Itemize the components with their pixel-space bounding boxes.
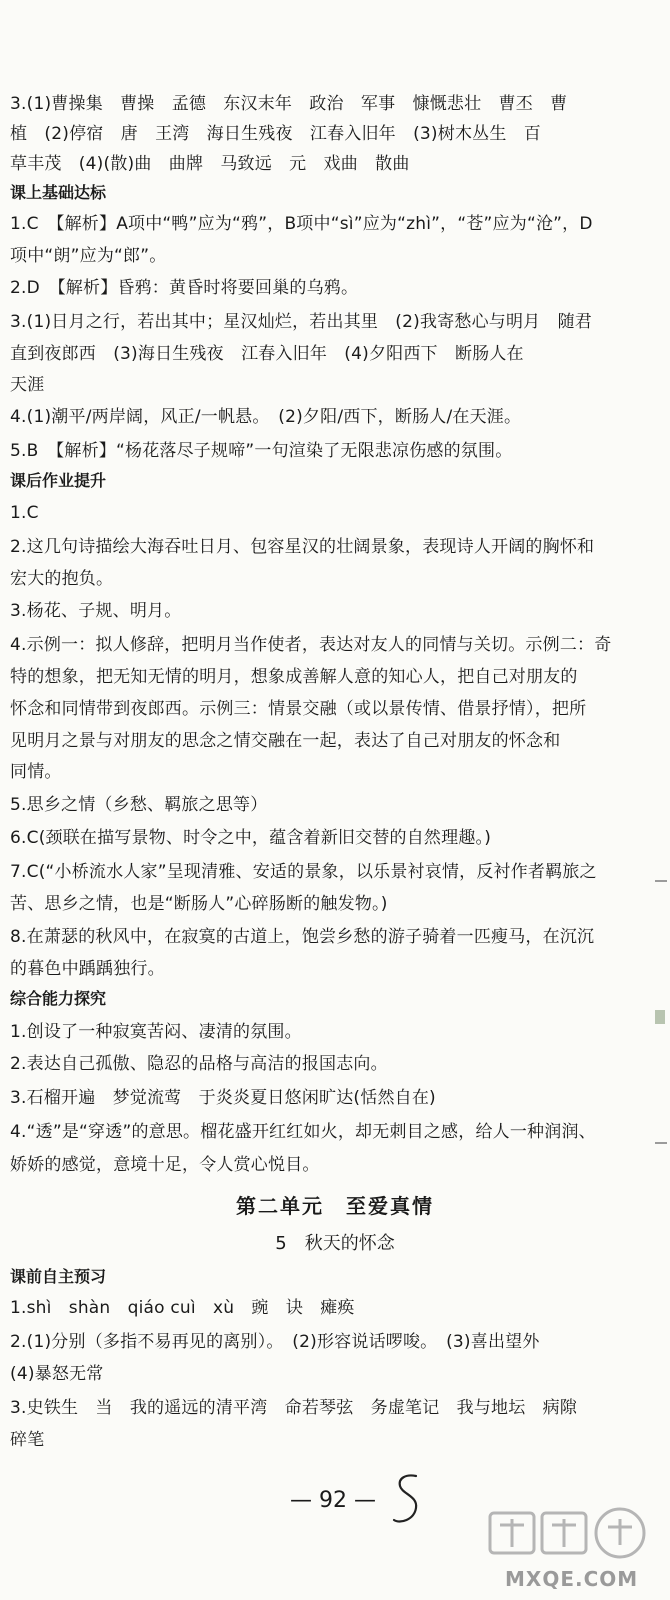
answer-line: 项中“朗”应为“郎”。 [10,246,167,266]
lesson-title: 5 秋天的怀念 [275,1233,395,1254]
edge-mark [655,1142,667,1144]
answer-line: 特的想象，把无知无情的明月，想象成善解人意的知心人，把自己对朋友的 [10,667,578,687]
answer-line: 直到夜郎西 (3)海日生残夜 江春入旧年 (4)夕阳西下 断肠人在 [10,344,524,364]
answer-line: 3.(1)曹操集 曹操 孟德 东汉末年 政治 军事 慷慨悲壮 曹丕 曹 [10,94,568,114]
section-heading-comprehensive: 综合能力探究 [10,989,107,1008]
answer-line: (4)暴怒无常 [10,1364,104,1384]
answer-line: 2.D 【解析】昏鸦：黄昏时将要回巢的乌鸦。 [10,278,359,298]
answer-line: 3.杨花、子规、明月。 [10,601,182,621]
section-heading-after-class: 课后作业提升 [10,471,107,490]
answer-line: 天涯 [10,375,45,395]
handwritten-mark-icon [388,1470,428,1530]
answer-line: 植 (2)停宿 唐 王湾 海日生残夜 江春入旧年 (3)树木丛生 百 [10,124,541,144]
answer-line: 2.表达自己孤傲、隐忍的品格与高洁的报国志向。 [10,1054,388,1074]
answer-line: 4.(1)潮平/两岸阔，风正/一帆悬。 (2)夕阳/西下，断肠人/在天涯。 [10,407,522,427]
answer-line: 见明月之景与对朋友的思念之情交融在一起，表达了自己对朋友的怀念和 [10,731,561,751]
watermark-text: MXQE.COM [505,1567,639,1591]
answer-line: 1.shì shàn qiáo cuì xù 豌 诀 瘫痪 [10,1298,355,1318]
answer-line: 宏大的抱负。 [10,569,114,589]
answer-line: 1.C 【解析】A项中“鸭”应为“鸦”，B项中“sì”应为“zhì”，“苍”应为“沧”，D [10,214,593,234]
answer-line: 苦、思乡之情，也是“断肠人”心碎肠断的触发物。) [10,894,388,914]
section-heading-in-class: 课上基础达标 [10,183,107,202]
answer-line: 3.石榴开遍 梦觉流莺 于炎炎夏日悠闲旷达(恬然自在) [10,1088,436,1108]
answer-line: 7.C(“小桥流水人家”呈现清雅、安适的景象，以乐景衬哀情，反衬作者羁旅之 [10,862,597,882]
answer-line: 的暮色中踽踽独行。 [10,959,165,979]
answer-line: 怀念和同情带到夜郎西。示例三：情景交融（或以景传情、借景抒情），把所 [10,699,587,719]
unit-title: 第二单元 至爱真情 [236,1194,434,1218]
answer-line: 3.(1)日月之行，若出其中；星汉灿烂，若出其里 (2)我寄愁心与明月 随君 [10,312,592,332]
answer-line: 5.B 【解析】“杨花落尽子规啼”一句渲染了无限悲凉伤感的氛围。 [10,441,513,461]
page-number: — 92 — [290,1488,376,1513]
answer-line: 5.思乡之情（乡愁、羁旅之思等） [10,795,268,815]
answer-line: 2.这几句诗描绘大海吞吐日月、包容星汉的壮阔景象，表现诗人开阔的胸怀和 [10,537,595,557]
answer-line: 8.在萧瑟的秋风中，在寂寞的古道上，饱尝乡愁的游子骑着一匹瘦马，在沉沉 [10,927,595,947]
answer-line: 同情。 [10,762,62,782]
answer-line: 娇娇的感觉，意境十足，令人赏心悦目。 [10,1155,320,1175]
section-heading-preview: 课前自主预习 [10,1267,107,1286]
answer-line: 6.C(颈联在描写景物、时令之中，蕴含着新旧交替的自然理趣。) [10,828,492,848]
answer-line: 4.“透”是“穿透”的意思。榴花盛开红红如火，却无刺目之感，给人一种润润、 [10,1122,596,1142]
answer-line: 碎笔 [10,1430,45,1450]
answer-line: 1.C [10,503,39,523]
edge-mark [655,880,667,882]
answer-line: 4.示例一：拟人修辞，把明月当作使者，表达对友人的同情与关切。示例二：奇 [10,635,612,655]
edge-mark [655,1010,665,1024]
answer-line: 草丰茂 (4)(散)曲 曲牌 马致远 元 戏曲 散曲 [10,154,410,174]
answer-line: 1.创设了一种寂寞苦闷、凄清的氛围。 [10,1022,302,1042]
answer-line: 3.史铁生 当 我的遥远的清平湾 命若琴弦 务虚笔记 我与地坛 病隙 [10,1398,578,1418]
answer-line: 2.(1)分别（多指不易再见的离别）。 (2)形容说话啰唆。 (3)喜出望外 [10,1332,540,1352]
